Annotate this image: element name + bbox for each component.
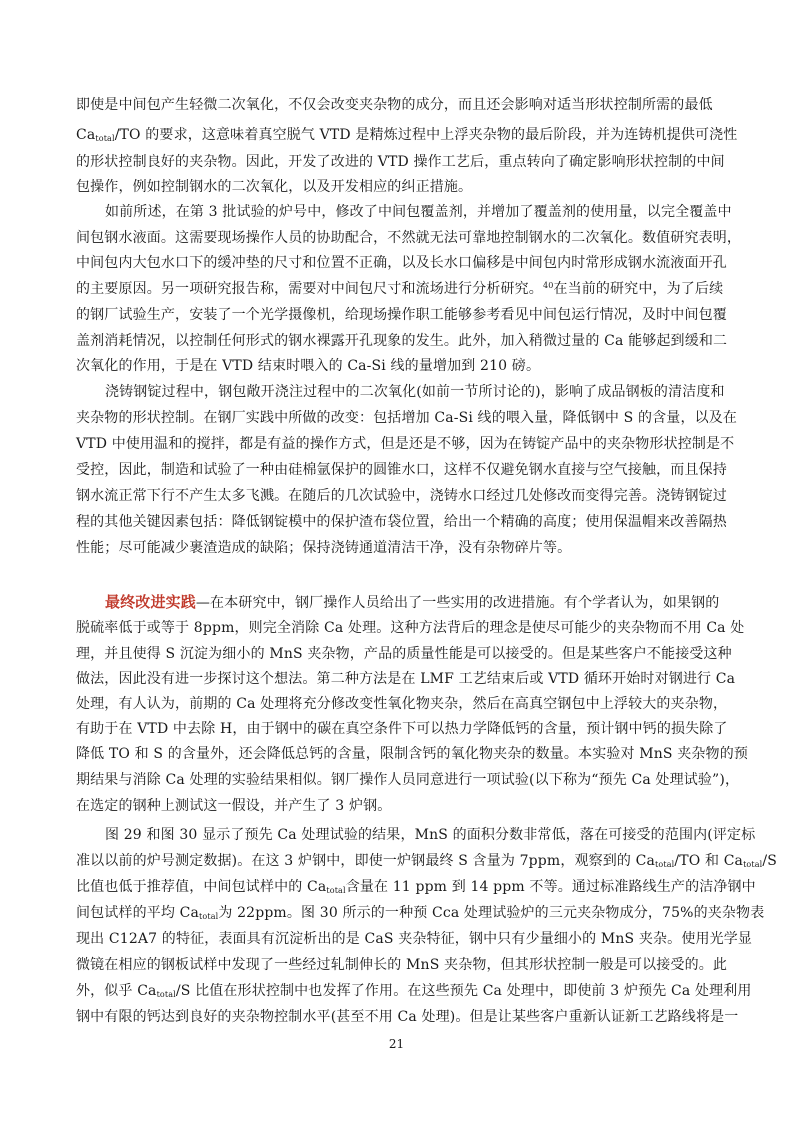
body-text-line: 的主要原因。另一项研究报告称，需要对中间包尺寸和流场进行分析研究。$^{40}$在当前的研究中，为了后续: [76, 281, 724, 297]
body-text-line: 即使是中间包产生轻微二次氧化，不仅会改变夹杂物的成分，而且还会影响对适当形状控制所需的最低: [76, 97, 713, 113]
body-text-line: 脱硫率低于或等于 8ppm，则完全消除 Ca 处理。这种方法背后的理念是使尽可能少的夹杂物而不用 Ca 处: [76, 620, 745, 636]
body-text-line: 外，似乎 $Ca_{total}/S$ 比值在形状控制中也发挥了作用。在这些预先 Ca 处理中，即使前 3 炉预先 Ca 处理利用: [76, 983, 752, 999]
paragraph-first-line: 如前所述，在第 3 批试验的炉号中，修改了中间包覆盖剂，并增加了覆盖剂的使用量，以完全覆盖中: [105, 204, 732, 220]
body-text-line: 在选定的钢种上测试这一假设，并产生了 3 炉钢。: [76, 798, 392, 814]
body-text-line: 包操作，例如控制钢水的二次氧化，以及开发相应的纠正措施。: [76, 179, 473, 195]
body-text-line: 受控，因此，制造和试验了一种由硅棉氩保护的圆锥水口，这样不仅避免钢水直接与空气接触，而且保持: [76, 462, 727, 478]
paragraph-first-line: 浇铸钢锭过程中，钢包敞开浇注过程中的二次氧化(如前一节所讨论的)，影响了成品钢板的清洁度和: [105, 384, 725, 400]
section-heading: 最终改进实践: [105, 593, 196, 611]
body-text-line: 有助于在 VTD 中去除 H，由于钢中的碳在真空条件下可以热力学降低钙的含量，预计钢中钙的损失除了: [76, 721, 728, 737]
body-text-line: 处理，有人认为，前期的 Ca 处理将充分修改变性氧化物夹杂，然后在高真空钢包中上浮较大的夹杂物，: [76, 696, 728, 712]
body-text-line: $Ca_{total}/TO$ 的要求，这意味着真空脱气 VTD 是精炼过程中上浮夹杂物的最后阶段，并为连铸机提供可浇性: [76, 127, 738, 143]
body-text-line: 次氧化的作用，于是在 VTD 结束时喂入的 Ca-Si 线的量增加到 210 磅。: [76, 358, 541, 374]
body-text-line: 理，并且使得 S 沉淀为细小的 MnS 夹杂物，产品的质量性能是可以接受的。但是某些客户不能接受这种: [76, 646, 732, 662]
body-text-line: 间包试样的平均 $Ca_{total}$为 22ppm。图 30 所示的一种预 Cca 处理试验炉的三元夹杂物成分，75%的夹杂物表: [76, 905, 765, 921]
body-text-line: 微镜在相应的钢板试样中发现了一些经过轧制伸长的 MnS 夹杂物，但其形状控制一般是可以接受的。此: [76, 957, 728, 973]
body-text-line: 钢中有限的钙达到良好的夹杂物控制水平(甚至不用 Ca 处理)。但是让某些客户重新认证新工艺路线将是一: [76, 1009, 739, 1025]
body-text-line: VTD 中使用温和的搅拌，都是有益的操作方式，但是还是不够，因为在铸锭产品中的夹杂物形状控制是不: [76, 436, 735, 452]
body-text-line: 钢水流正常下行不产生太多飞溅。在随后的几次试验中，浇铸水口经过几处修改而变得完善。浇铸钢锭过: [76, 488, 727, 504]
body-text-line: 的钢厂试验生产，安装了一个光学摄像机，给现场操作职工能够参考看见中间包运行情况，及时中间包覆: [76, 307, 727, 323]
paragraph-first-line: 图 29 和图 30 显示了预先 Ca 处理试验的结果，MnS 的面积分数非常低，落在可接受的范围内(评定标: [105, 827, 756, 843]
body-text-line: 的形状控制良好的夹杂物。因此，开发了改进的 VTD 操作工艺后，重点转向了确定影响形状控制的中间: [76, 154, 725, 170]
body-text-line: 期结果与消除 Ca 处理的实验结果相似。钢厂操作人员同意进行一项试验(以下称为“预先 Ca 处理试验”)，: [76, 772, 740, 788]
body-text-line: 夹杂物的形状控制。在钢厂实践中所做的改变：包括增加 Ca-Si 线的喂入量，降低钢中 S 的含量，以及在: [76, 410, 738, 426]
body-text-line: 盖剂消耗情况，以控制任何形式的钢水裸露开孔现象的发生。此外，加入稍微过量的 Ca 能够起到缓和二: [76, 333, 728, 349]
paragraph-first-line: 最终改进实践—在本研究中，钢厂操作人员给出了一些实用的改进措施。有个学者认为，如果钢的: [105, 593, 720, 611]
body-text-line: 做法，因此没有进一步探讨这个想法。第二种方法是在 LMF 工艺结束后或 VTD 循环开始时对钢进行 Ca: [76, 671, 736, 687]
body-text-line: 比值也低于推荐值，中间包试样中的 $Ca_{total}$含量在 11 ppm 到 14 ppm 不等。通过标准路线生产的洁净钢中: [76, 879, 756, 895]
body-text-line: 间包钢水液面。这需要现场操作人员的协助配合，不然就无法可靠地控制钢水的二次氧化。数值研究表明，: [76, 230, 742, 246]
body-text-line: 性能；尽可能减少裹渣造成的缺陷；保持浇铸通道清洁干净，没有杂物碎片等。: [76, 540, 572, 556]
body-text-line: 现出 C12A7 的特征，表面具有沉淀析出的是 CaS 夹杂特征，钢中只有少量细小的 MnS 夹杂。使用光学显: [76, 931, 753, 947]
citation-superscript: 40: [542, 281, 554, 290]
body-text-line: 准以以前的炉号测定数据)。在这 3 炉钢中，即使一炉钢最终 S 含量为 7ppm，观察到的 $Ca_{total}/TO$ 和 $Ca_{total}/S$: [76, 853, 777, 869]
page-number: 21: [388, 1037, 405, 1051]
body-text-line: 中间包内大包水口下的缓冲垫的尺寸和位置不正确，以及长水口偏移是中间包内时常形成钢水流液面开孔: [76, 255, 727, 271]
body-text-line: 降低 TO 和 S 的含量外，还会降低总钙的含量，限制含钙的氧化物夹杂的数量。本实验对 MnS 夹杂物的预: [76, 746, 748, 762]
body-text-line: 程的其他关键因素包括：降低钢锭模中的保护渣布袋位置，给出一个精确的高度；使用保温帽来改善隔热: [76, 514, 727, 530]
